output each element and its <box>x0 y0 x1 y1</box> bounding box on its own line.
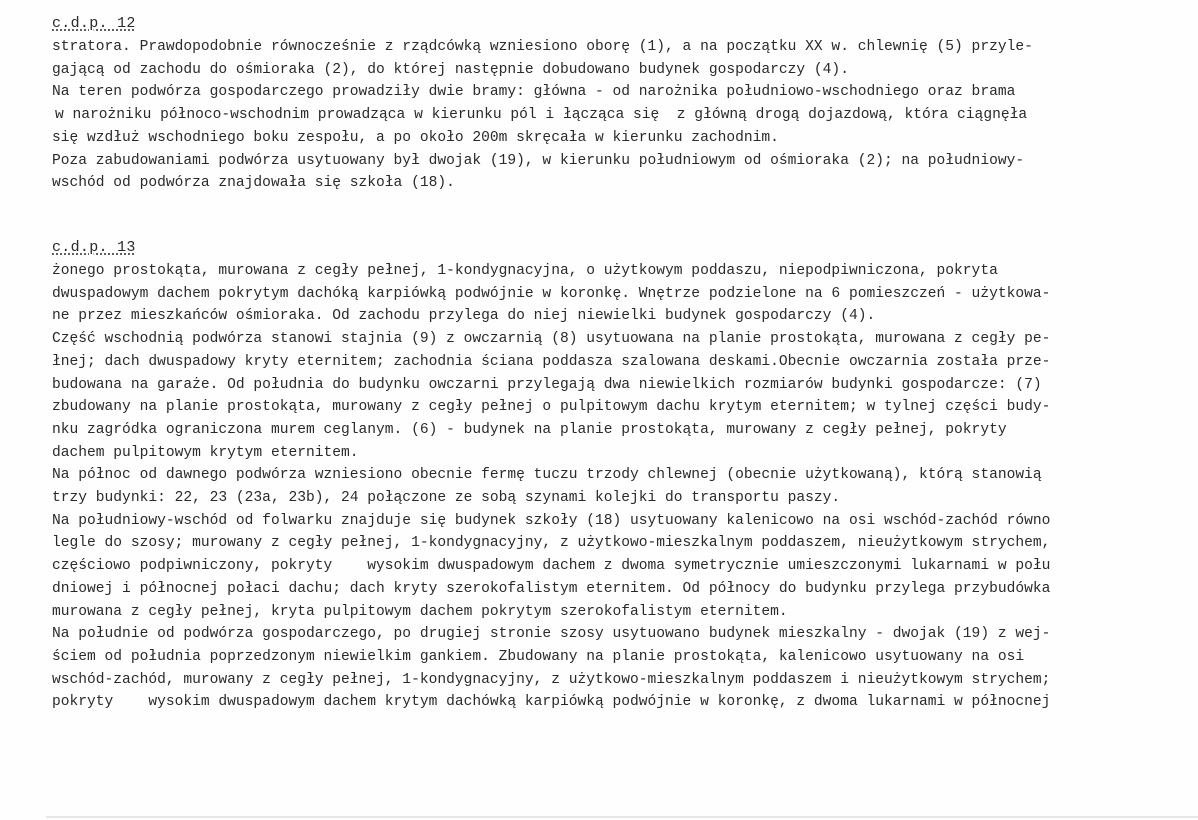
text-line: w narożniku północo-wschodnim prowadząca w kierunku pól i łącząca się z główną drogą dojazdową, która ciągnęła <box>55 107 1028 124</box>
text-line: Część wschodnią podwórza stanowi stajnia (9) z owczarnią (8) usytuowana na planie prostokąta, murowana z cegły pe- <box>52 331 1051 348</box>
section-heading: c.d.p. 12 <box>52 15 136 32</box>
section-cdp-13 <box>52 238 1192 714</box>
text-line: nku zagródka ograniczona murem ceglanym. (6) - budynek na planie prostokąta, murowany z cegły pełnej, pokryty <box>52 421 1007 438</box>
text-line: Na północ od dawnego podwórza wzniesiono obecnie fermę tuczu trzody chlewnej (obecnie użytkowaną), którą stanowią <box>52 467 1042 484</box>
text-line: wschód od podwórza znajdowała się szkoła (18). <box>52 175 455 192</box>
text-line: gającą od zachodu do ośmioraka (2), do której następnie dobudowano budynek gospodarczy (4). <box>52 61 849 78</box>
text-line: dachem pulpitowym krytym eternitem. <box>52 444 359 461</box>
section-cdp-12 <box>52 14 1192 195</box>
text-line: ściem od południa poprzedzonym niewielkim gankiem. Zbudowany na planie prostokąta, kalenicowo usytuowany na osi <box>52 648 1025 665</box>
page-bottom-edge <box>46 816 1198 818</box>
text-line: dniowej i północnej połaci dachu; dach kryty szerokofalistym eternitem. Od północy do budynku przylega przybudówka <box>52 580 1051 597</box>
text-line: pokryty wysokim dwuspadowym dachem krytym dachówką karpiówką podwójnie w koronkę, z dwoma lukarnami w północnej <box>52 694 1051 711</box>
text-line: Na południe od podwórza gospodarczego, po drugiej stronie szosy usytuowano budynek mieszkalny - dwojak (19) z wej- <box>52 626 1051 643</box>
text-line: murowana z cegły pełnej, kryta pulpitowym dachem pokrytym szerokofalistym eternitem. <box>52 603 788 620</box>
text-line: Poza zabudowaniami podwórza usytuowany był dwojak (19), w kierunku południowym od ośmioraka (2); na południowy- <box>52 152 1025 169</box>
text-line: żonego prostokąta, murowana z cegły pełnej, 1-kondygnacyjna, o użytkowym poddaszu, niepodpiwniczona, pokryta <box>52 263 998 279</box>
text-line: stratora. Prawdopodobnie równocześnie z rządcówką wzniesiono oborę (1), a na początku XX w. chlewnię (5) przyle- <box>52 39 1033 55</box>
text-line: trzy budynki: 22, 23 (23a, 23b), 24 połączone ze sobą szynami kolejki do transportu paszy. <box>52 490 841 507</box>
text-line: ne przez mieszkańców ośmioraka. Od zachodu przylega do niej niewielki budynek gospodarczy (4). <box>52 308 876 325</box>
section-heading: c.d.p. 13 <box>52 239 136 256</box>
text-line: budowana na garaże. Od południa do budynku owczarni przylegają dwa niewielkich rozmiarów budynki gospodarcze: (7) <box>52 376 1042 393</box>
text-line: się wzdłuż wschodniego boku zespołu, a po około 200m skręcała w kierunku zachodnim. <box>52 129 779 146</box>
text-line: Na południowy-wschód od folwarku znajduje się budynek szkoły (18) usytuowany kalenicowo na osi wschód-zachód równo <box>52 512 1051 529</box>
text-line: łnej; dach dwuspadowy kryty eternitem; zachodnia ściana poddasza szalowana deskami.Obecnie owczarnia została prze- <box>52 353 1051 370</box>
text-line: legle do szosy; murowany z cegły pełnej, 1-kondygnacyjny, z użytkowo-mieszkalnym poddaszem, nieużytkowym strychem, <box>52 535 1051 552</box>
text-line: wschód-zachód, murowany z cegły pełnej, 1-kondygnacyjny, z użytkowo-mieszkalnym poddaszem i nieużytkowym strychem; <box>52 671 1051 688</box>
text-line: dwuspadowym dachem pokrytym dachóką karpiówką podwójnie w koronkę. Wnętrze podzielone na 6 pomieszczeń - użytkowa- <box>52 285 1051 302</box>
text-line: zbudowany na planie prostokąta, murowany z cegły pełnej o pulpitowym dachu krytym eternitem; w tylnej części budy- <box>52 399 1051 416</box>
text-line: częściowo podpiwniczony, pokryty wysokim dwuspadowym dachem z dwoma symetrycznie umieszczonymi lukarnami w połu <box>52 558 1051 575</box>
text-line: Na teren podwórza gospodarczego prowadziły dwie bramy: główna - od narożnika południowo-wschodniego oraz brama <box>52 84 1016 101</box>
